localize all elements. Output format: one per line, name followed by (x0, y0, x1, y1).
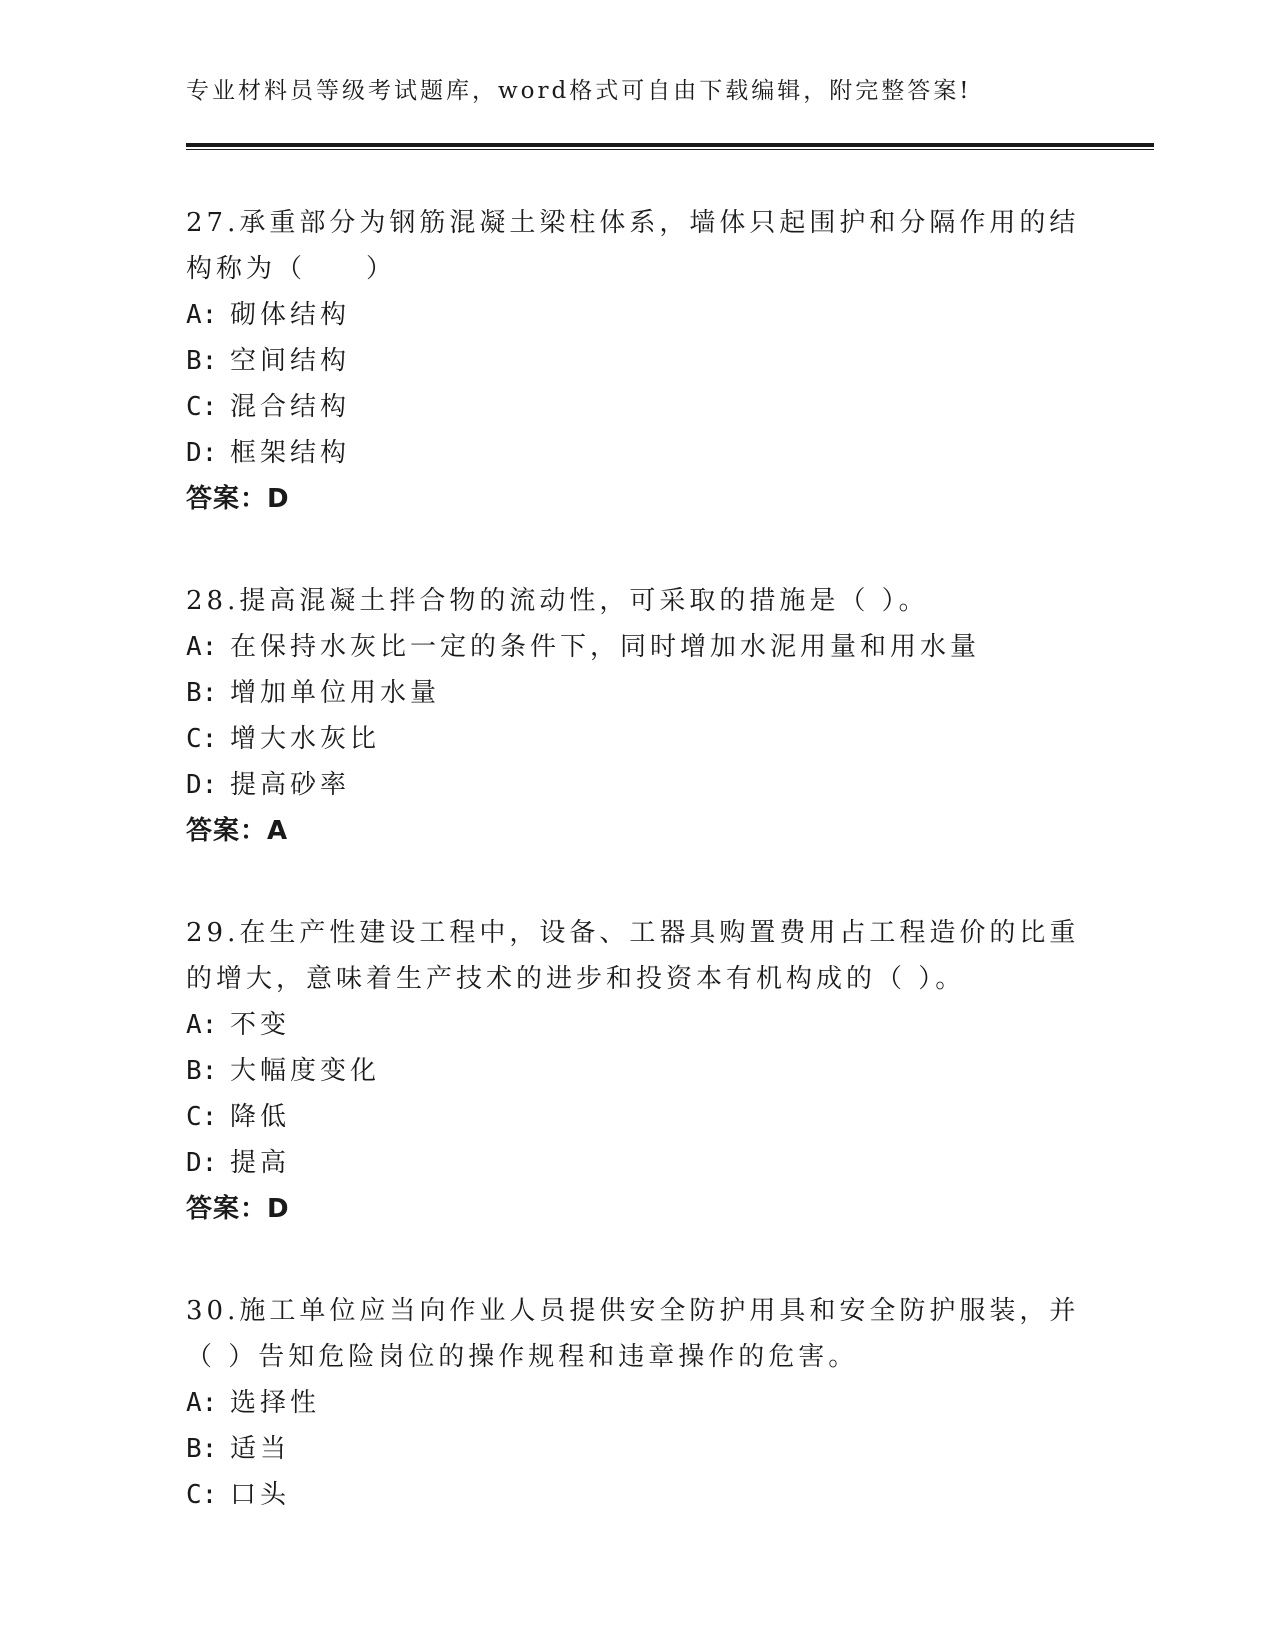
answer-line: 答案：D (186, 1194, 290, 1224)
option-b (186, 338, 1086, 384)
option-b (186, 1426, 1086, 1472)
option-text: 提高 (230, 1148, 291, 1178)
option-d (186, 762, 1086, 808)
option-c (186, 1094, 1086, 1140)
option-b (186, 670, 1086, 716)
question-30 (186, 1288, 1086, 1518)
option-key: C: (186, 392, 218, 422)
option-key: C: (186, 1102, 218, 1132)
question-27 (186, 200, 1086, 522)
option-text: 降低 (230, 1102, 291, 1132)
option-key: D: (186, 438, 218, 468)
option-a (186, 1380, 1086, 1426)
option-key: B: (186, 1434, 218, 1464)
option-a (186, 624, 1086, 670)
option-text: 增大水灰比 (230, 724, 381, 754)
question-29 (186, 910, 1086, 1232)
option-d (186, 1140, 1086, 1186)
option-a (186, 1002, 1086, 1048)
option-key: B: (186, 1056, 218, 1086)
option-text: 选择性 (230, 1388, 321, 1418)
option-key: D: (186, 770, 218, 800)
question-list (186, 200, 1086, 1574)
option-text: 混合结构 (230, 392, 351, 422)
option-key: A: (186, 1388, 218, 1418)
option-d (186, 430, 1086, 476)
option-text: 适当 (230, 1434, 291, 1464)
option-text: 不变 (230, 1010, 291, 1040)
question-stem: 27.承重部分为钢筋混凝土梁柱体系，墙体只起围护和分隔作用的结构称为（ ） (186, 208, 1080, 284)
option-text: 框架结构 (230, 438, 351, 468)
option-key: C: (186, 1480, 218, 1510)
question-stem: 30.施工单位应当向作业人员提供安全防护用具和安全防护服装，并（ ）告知危险岗位的操作规程和违章操作的危害。 (186, 1296, 1080, 1372)
page-header: 专业材料员等级考试题库，word格式可自由下载编辑，附完整答案! (186, 78, 972, 104)
option-text: 增加单位用水量 (230, 678, 441, 708)
option-text: 空间结构 (230, 346, 351, 376)
option-key: B: (186, 678, 218, 708)
option-c (186, 716, 1086, 762)
option-text: 砌体结构 (230, 300, 351, 330)
option-text: 大幅度变化 (230, 1056, 381, 1086)
option-b (186, 1048, 1086, 1094)
option-key: A: (186, 300, 218, 330)
option-key: C: (186, 724, 218, 754)
option-c (186, 384, 1086, 430)
option-key: B: (186, 346, 218, 376)
option-key: A: (186, 632, 218, 662)
option-text: 提高砂率 (230, 770, 351, 800)
option-key: D: (186, 1148, 218, 1178)
question-stem: 29.在生产性建设工程中，设备、工器具购置费用占工程造价的比重的增大，意味着生产技术的进步和投资本有机构成的（ ）。 (186, 918, 1080, 994)
answer-line: 答案：D (186, 484, 290, 514)
answer-line: 答案：A (186, 816, 289, 846)
question-28 (186, 578, 1086, 854)
header-divider (186, 143, 1154, 147)
option-c (186, 1472, 1086, 1518)
option-a (186, 292, 1086, 338)
option-key: A: (186, 1010, 218, 1040)
option-text: 在保持水灰比一定的条件下，同时增加水泥用量和用水量 (230, 632, 981, 662)
option-text: 口头 (230, 1480, 291, 1510)
question-stem: 28.提高混凝土拌合物的流动性，可采取的措施是（ ）。 (186, 586, 929, 616)
